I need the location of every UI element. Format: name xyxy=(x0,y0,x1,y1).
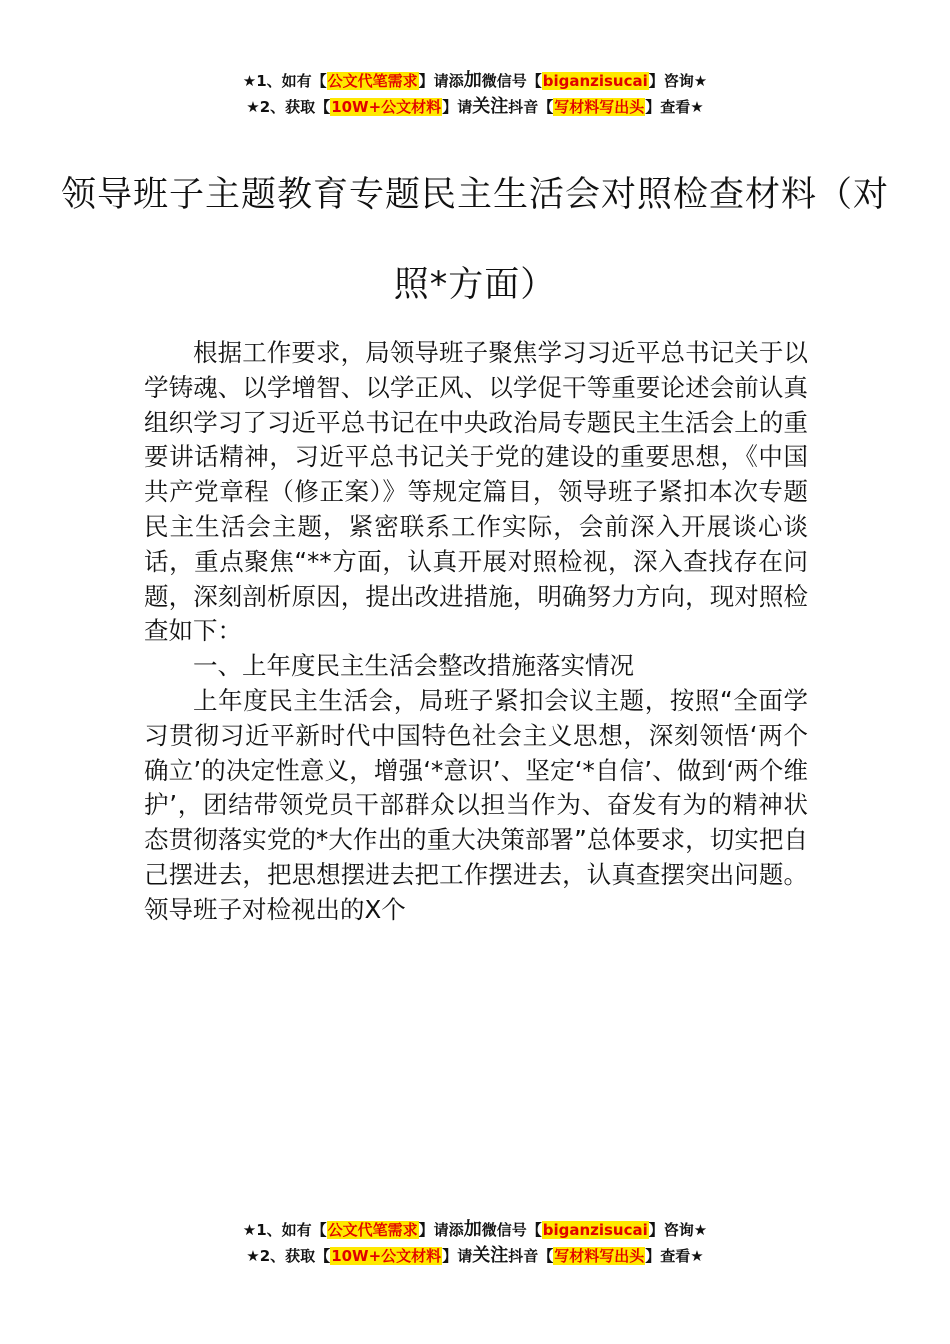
banner-highlight: 写材料写出头 xyxy=(554,1247,645,1265)
header-banner xyxy=(0,68,950,120)
body-paragraph: 上年度民主生活会，局班子紧扣会议主题，按照“全面学习贯彻习近平新时代中国特色社会主义思想，深刻领悟‘两个确立’的决定性意义，增强‘*意识’、坚定‘*自信’、做到‘两个维护’，团结带领党员干部群众以担当作为、奋发有为的精神状态贯彻落实党的*大作出的重大决策部署”总体要求，切实把自己摆进去，把思想摆进去把工作摆进去，认真查摆突出问题。领导班子对检视出的X个 xyxy=(144,685,808,924)
banner-text: ★2、获取【 xyxy=(246,1247,331,1265)
banner-text: 】请添 xyxy=(418,72,464,90)
banner-text: 微信号【 xyxy=(481,1221,542,1239)
footer-banner-line-2 xyxy=(0,1243,950,1269)
banner-highlight: 公文代笔需求 xyxy=(327,1221,418,1239)
banner-emphasis: 关注 xyxy=(472,1245,509,1266)
header-banner-line-1 xyxy=(0,68,950,94)
banner-text: 】请 xyxy=(442,1247,473,1265)
document-title: 领导班子主题教育专题民主生活会对照检查材料（对照*方面） xyxy=(60,175,889,305)
banner-text: ★2、获取【 xyxy=(246,98,331,116)
banner-text: ★1、如有【 xyxy=(242,1221,327,1239)
banner-text: 】请 xyxy=(442,98,473,116)
footer-banner-line-1 xyxy=(0,1217,950,1243)
banner-highlight: biganzisucai xyxy=(542,72,648,90)
banner-text: 】咨询★ xyxy=(648,1221,708,1239)
banner-highlight: 写材料写出头 xyxy=(554,98,645,116)
banner-emphasis: 加 xyxy=(463,1219,482,1240)
header-banner-line-2 xyxy=(0,94,950,120)
body-paragraph: 根据工作要求，局领导班子聚焦学习习近平总书记关于以学铸魂、以学增智、以学正风、以学促干等重要论述会前认真组织学习了习近平总书记在中央政治局专题民主生活会上的重要讲话精神，习近平总书记关于党的建设的重要思想，《中国共产党章程（修正案）》等规定篇目，领导班子紧扣本次专题民主生活会主题，紧密联系工作实际，会前深入开展谈心谈话，重点聚焦“**方面，认真开展对照检视，深入查找存在问题，深刻剖析原因，提出改进措施，明确努力方向，现对照检查如下： xyxy=(144,338,808,646)
banner-text: 】请添 xyxy=(418,1221,464,1239)
banner-highlight: 10W+公文材料 xyxy=(331,1247,442,1265)
banner-highlight: 公文代笔需求 xyxy=(327,72,418,90)
section-heading: 一、上年度民主生活会整改措施落实情况 xyxy=(193,651,634,681)
banner-text: 】咨询★ xyxy=(648,72,708,90)
banner-emphasis: 关注 xyxy=(472,96,509,117)
banner-emphasis: 加 xyxy=(463,70,482,91)
document-body xyxy=(144,336,808,928)
banner-text: 抖音【 xyxy=(508,1247,554,1265)
banner-highlight: biganzisucai xyxy=(542,1221,648,1239)
banner-text: 抖音【 xyxy=(508,98,554,116)
banner-highlight: 10W+公文材料 xyxy=(331,98,442,116)
footer-banner xyxy=(0,1217,950,1269)
banner-text: 】查看★ xyxy=(645,1247,704,1265)
banner-text: 】查看★ xyxy=(645,98,704,116)
banner-text: 微信号【 xyxy=(481,72,542,90)
banner-text: ★1、如有【 xyxy=(242,72,327,90)
